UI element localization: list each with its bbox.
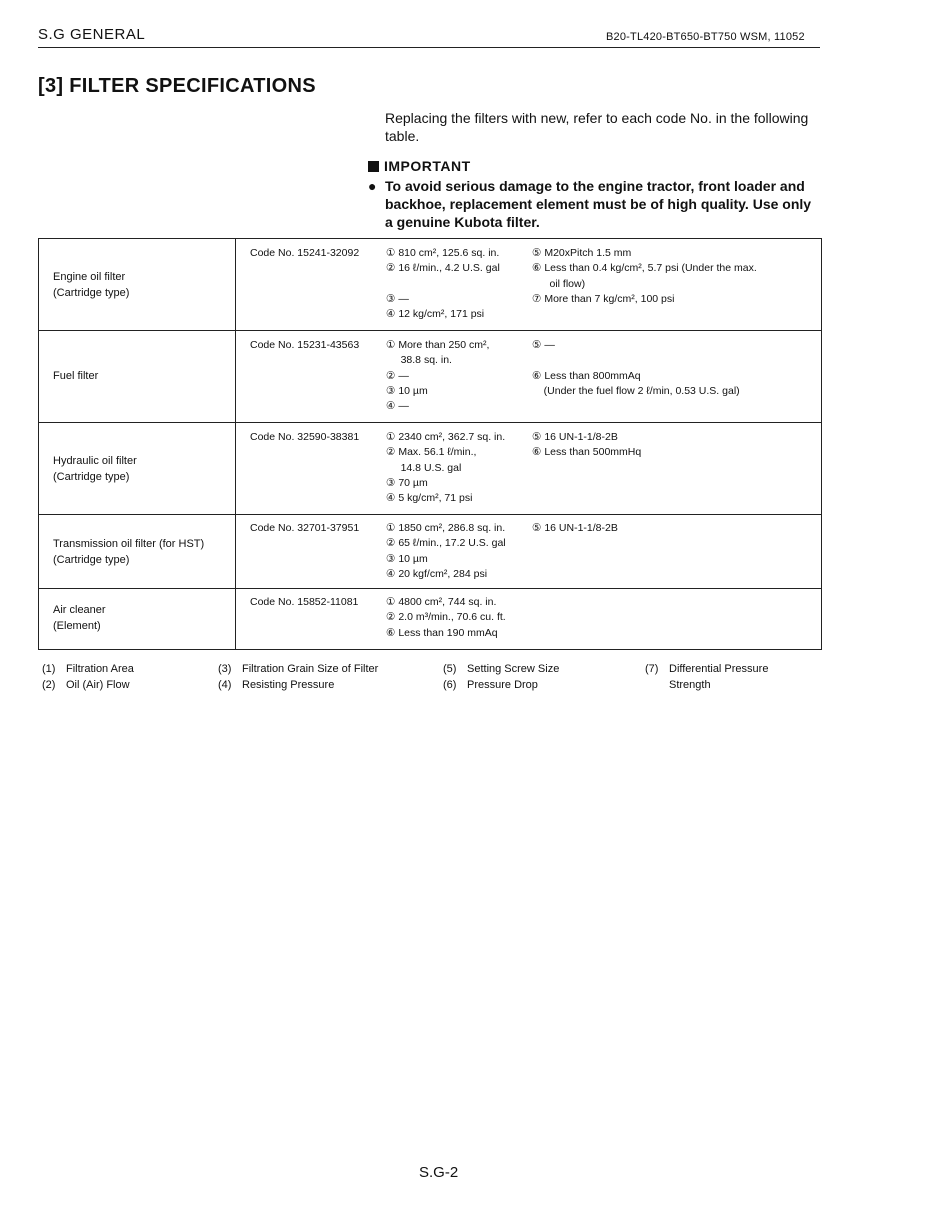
important-heading xyxy=(368,158,471,174)
code-number: Code No. 15852-11081 xyxy=(250,596,359,608)
filter-table xyxy=(38,238,822,650)
row-divider xyxy=(39,422,821,423)
code-number: Code No. 32701-37951 xyxy=(250,522,360,534)
code-number: Code No. 15231-43563 xyxy=(250,339,360,351)
filter-name: Air cleaner (Element) xyxy=(53,604,106,632)
bullet-dot-icon: ● xyxy=(368,178,377,194)
legend-item: (5) Setting Screw Size xyxy=(443,663,560,675)
code-number: Code No. 32590-38381 xyxy=(250,431,360,443)
filter-name: Engine oil filter (Cartridge type) xyxy=(53,271,130,299)
legend-item: (6) Pressure Drop xyxy=(443,679,538,691)
header-rule xyxy=(38,47,820,48)
legend-item: (3) Filtration Grain Size of Filter xyxy=(218,663,379,675)
code-number: Code No. 15241-32092 xyxy=(250,247,360,259)
spec-list-left: ① 2340 cm², 362.7 sq. in. ② Max. 56.1 ℓ/min., 14.8 U.S. gal ③ 70 µm ④ 5 kg/cm², 71 psi xyxy=(386,431,506,505)
row-divider xyxy=(39,514,821,515)
page-title: [3] FILTER SPECIFICATIONS xyxy=(38,75,316,97)
row-divider xyxy=(39,588,821,589)
legend-item: (1) Filtration Area xyxy=(42,663,134,675)
important-text: To avoid serious damage to the engine tractor, front loader and backhoe, replacement element must be of high quality. Use only a genuine Kubota filter. xyxy=(385,178,812,230)
spec-list-left: ① 1850 cm², 286.8 sq. in. ② 65 ℓ/min., 17.2 U.S. gal ③ 10 µm ④ 20 kgf/cm², 284 psi xyxy=(386,522,506,580)
legend-item: (4) Resisting Pressure xyxy=(218,679,335,691)
row-divider xyxy=(39,330,821,331)
square-bullet-icon xyxy=(368,161,379,172)
important-label: IMPORTANT xyxy=(384,158,471,174)
filter-name: Transmission oil filter (for HST) (Cartridge type) xyxy=(53,538,205,566)
spec-list-left: ① 810 cm², 125.6 sq. in. ② 16 ℓ/min., 4.2 U.S. gal ③ — ④ 12 kg/cm², 171 psi xyxy=(386,247,500,321)
spec-list-left: ① 4800 cm², 744 sq. in. ② 2.0 m³/min., 70.6 cu. ft. ⑥ Less than 190 mmAq xyxy=(386,596,506,639)
legend-item: (2) Oil (Air) Flow xyxy=(42,679,130,691)
spec-list-right: ⑤ 16 UN-1-1/8-2B ⑥ Less than 500mmHq xyxy=(532,431,642,459)
intro-paragraph: Replacing the filters with new, refer to each code No. in the following table. xyxy=(385,110,809,144)
spec-list-right: ⑤ M20xPitch 1.5 mm ⑥ Less than 0.4 kg/cm², 5.7 psi (Under the max. oil flow) ⑦ More than 7 kg/cm², 100 psi xyxy=(532,247,757,305)
spec-list-right: ⑤ 16 UN-1-1/8-2B xyxy=(532,522,618,534)
section-header: S.G GENERAL xyxy=(38,26,146,43)
filter-name: Fuel filter xyxy=(53,370,99,382)
page-number: S.G-2 xyxy=(419,1164,459,1181)
spec-list-right: ⑤ — ⑥ Less than 800mmAq (Under the fuel flow 2 ℓ/min, 0.53 U.S. gal) xyxy=(532,339,740,397)
model-numbers: B20-TL420-BT650-BT750 WSM, 11052 xyxy=(606,31,805,43)
spec-list-left: ① More than 250 cm², 38.8 sq. in. ② — ③ 10 µm ④ — xyxy=(386,339,490,413)
filter-name: Hydraulic oil filter (Cartridge type) xyxy=(53,455,137,483)
legend-item: (7) Differential Pressure Strength xyxy=(645,663,769,691)
